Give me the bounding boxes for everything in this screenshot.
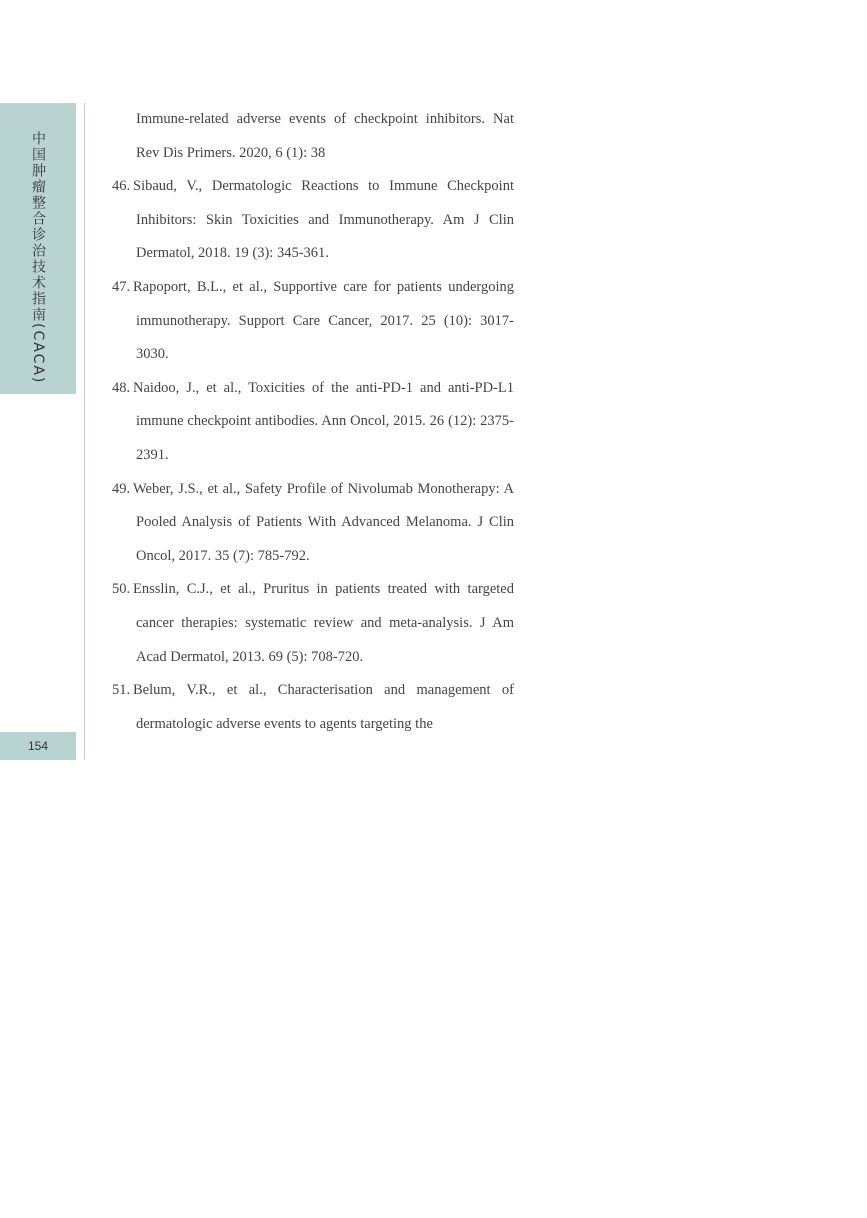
reference-item [112,473,514,574]
reference-item [112,573,514,674]
reference-item [112,271,514,372]
reference-text: Rapoport, B.L., et al., Supportive care for patients undergoing immunotherapy. Support Care Cancer, 2017. 25 (10): 3017-3030. [133,278,514,363]
reference-number: 50. [112,581,131,598]
running-header-tab [0,103,76,394]
reference-number: 49. [112,480,131,497]
reference-text: Sibaud, V., Dermatologic Reactions to Immune Checkpoint Inhibitors: Skin Toxicities and Immunotherapy. Am J Clin Dermatol, 2018. 19 (3): 345-361. [133,178,514,262]
reference-number: 47. [112,278,131,295]
margin-rule [84,103,85,760]
reference-text: Ensslin, C.J., et al., Pruritus in patients treated with targeted cancer therapies: systematic review and meta-analysis. J Am Acad Dermatol, 2013. 69 (5): 708-720. [133,581,514,665]
page-number: 154 [0,732,76,760]
reference-number: 46. [112,178,131,195]
reference-text: Weber, J.S., et al., Safety Profile of Nivolumab Monotherapy: A Pooled Analysis of Patients With Advanced Melanoma. J Clin Oncol, 2017. 35 (7): 785-792. [133,480,514,564]
reference-text: Belum, V.R., et al., Characterisation and management of dermatologic adverse events to agents targeting the [133,682,514,732]
reference-item [112,372,514,473]
reference-item [112,103,514,170]
reference-list [112,103,514,741]
reference-number: 51. [112,682,131,699]
book-title: 中国肿瘤整合诊治技术指南(CACA) [30,131,46,385]
reference-number: 48. [112,379,131,396]
reference-item [112,674,514,741]
reference-item [112,170,514,271]
reference-text: Naidoo, J., et al., Toxicities of the anti-PD-1 and anti-PD-L1 immune checkpoint antibodies. Ann Oncol, 2015. 26 (12): 2375-2391. [133,379,514,463]
reference-text: Immune-related adverse events of checkpoint inhibitors. Nat Rev Dis Primers. 2020, 6 (1): 38 [136,111,514,161]
